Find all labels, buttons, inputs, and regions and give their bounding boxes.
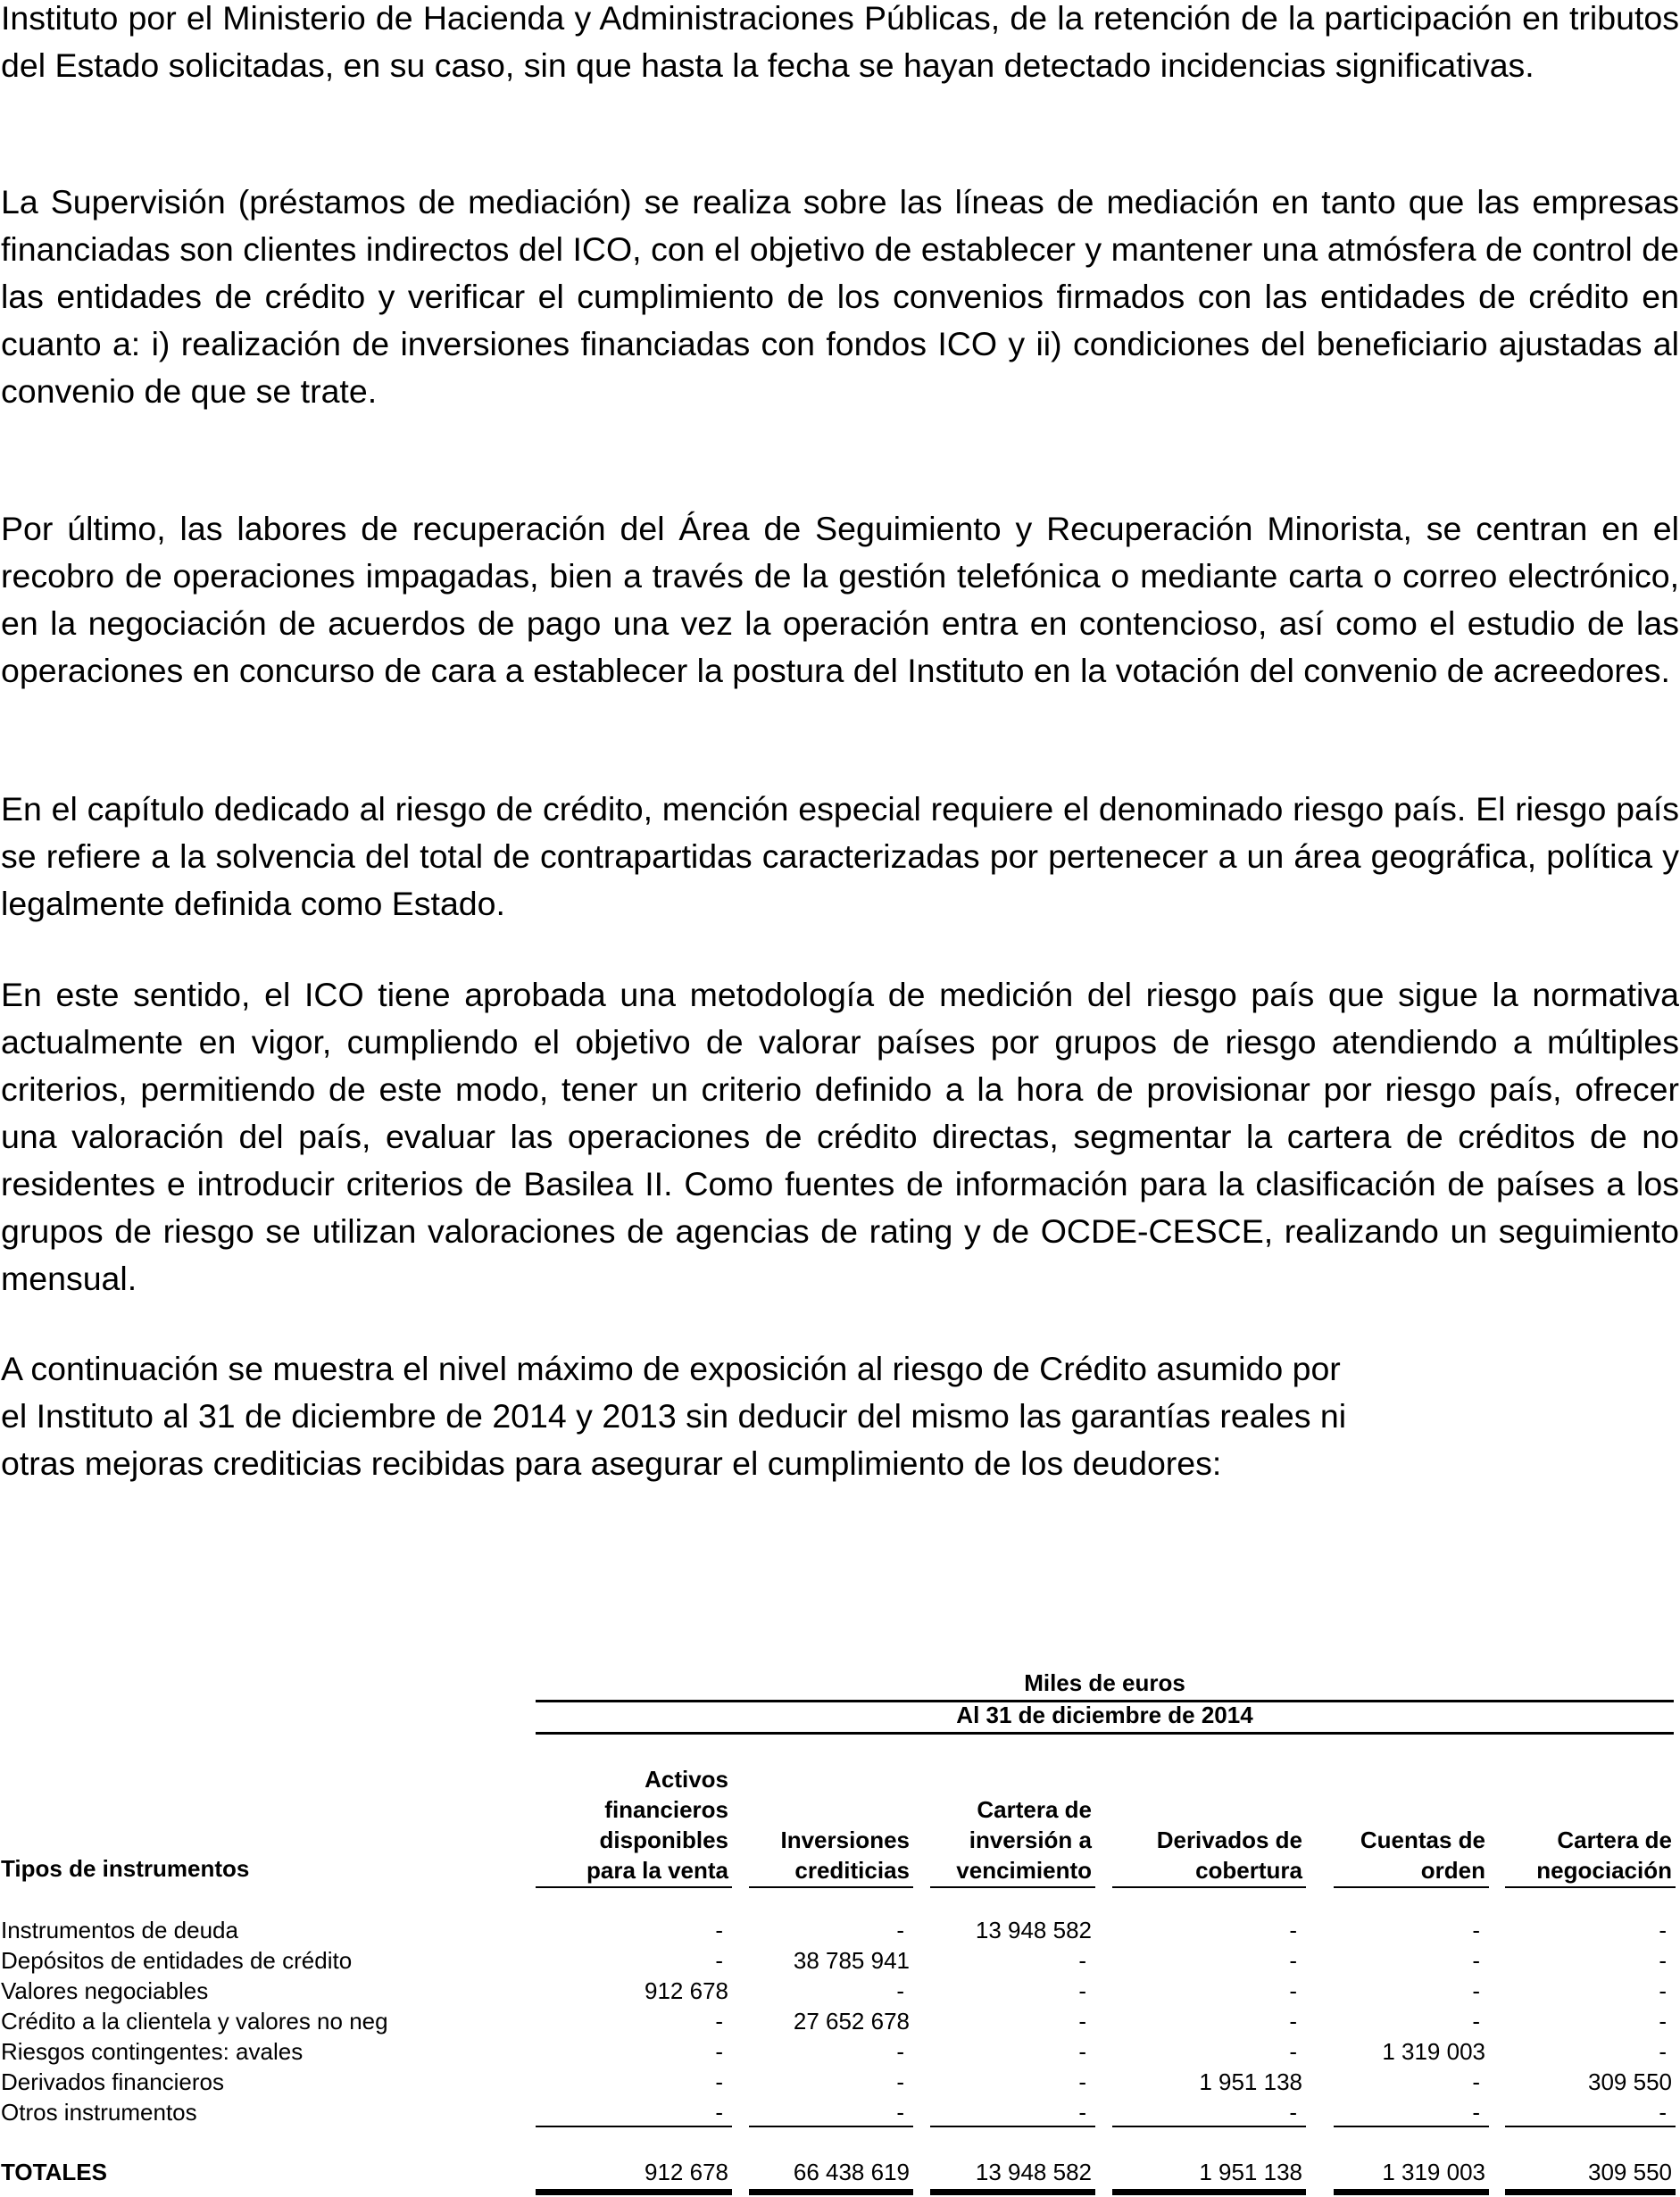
col-afs-header-rule	[536, 1886, 732, 1888]
totals-cell: 13 948 582	[975, 2159, 1092, 2185]
table-cell: -	[896, 1917, 904, 1943]
row-label: Riesgos contingentes: avales	[1, 2038, 304, 2065]
table-cell: -	[1659, 1917, 1667, 1943]
col-cartera-inversion-header: Cartera de inversión a vencimiento	[956, 1796, 1092, 1884]
row-label: Otros instrumentos	[1, 2099, 197, 2126]
totals-double-rule	[1334, 2189, 1489, 2195]
paragraph-4: En el capítulo dedicado al riesgo de crédito, mención especial requiere el denominado riesgo país. El riesgo país se refiere a la solvencia del total de contrapartidas caracterizadas por pertenecer a un área geográfica, política y legalmente definida como Estado.	[1, 790, 1679, 922]
table-cell: 912 678	[645, 1977, 728, 2004]
col-inversiones-crediticias-header-rule	[749, 1886, 913, 1888]
intro-line-2: el Instituto al 31 de diciembre de 2014 y 2013 sin deducir del mismo las garantías reales ni	[1, 1397, 1347, 1435]
table-cell: 27 652 678	[793, 2008, 910, 2035]
table-cell: -	[1289, 1947, 1297, 1974]
table-cell: -	[1078, 1947, 1086, 1974]
totals-double-rule	[1112, 2189, 1306, 2195]
col-derivados-cobertura-subtotal-rule	[1112, 2126, 1306, 2127]
col-inversiones-crediticias-subtotal-rule	[749, 2126, 913, 2127]
col-cartera-inversion-header-rule	[930, 1886, 1095, 1888]
table-cell: -	[1659, 2038, 1667, 2065]
table-cell: -	[1078, 2038, 1086, 2065]
table-cell: -	[896, 2068, 904, 2095]
table-cell: -	[1078, 1977, 1086, 2004]
table-cell: -	[1289, 2099, 1297, 2126]
table-cell: -	[1078, 2099, 1086, 2126]
table-cell: -	[1472, 2068, 1480, 2095]
intro-line-3: otras mejoras crediticias recibidas para asegurar el cumplimiento de los deudores:	[1, 1444, 1222, 1482]
table-cell: -	[715, 2099, 723, 2126]
table-cell: -	[1659, 1977, 1667, 2004]
col-derivados-cobertura-header-rule	[1112, 1886, 1306, 1888]
paragraph-3: Por último, las labores de recuperación del Área de Seguimiento y Recuperación Minorista, se centran en el recobro de operaciones impagadas, bien a través de la gestión telefónica o mediante carta o correo electrónico, en la negociación de acuerdos de pago una vez la operación entra en contencioso, así como el estudio de las operaciones en concurso de cara a establecer la postura del Instituto en la votación del convenio de acreedores.	[1, 510, 1679, 689]
table-cell: -	[715, 1947, 723, 1974]
table-cell: -	[1289, 2038, 1297, 2065]
row-label: Crédito a la clientela y valores no neg	[1, 2008, 388, 2035]
table-cell: -	[1472, 1917, 1480, 1943]
table-cell: -	[1078, 2008, 1086, 2035]
col-inversiones-crediticias-header: Inversiones crediticias	[780, 1827, 910, 1884]
header-rule-2	[536, 1732, 1674, 1735]
table-cell: 1 319 003	[1382, 2038, 1485, 2065]
table-cell: -	[1472, 2008, 1480, 2035]
table-cell: -	[1659, 2008, 1667, 2035]
table-cell: -	[715, 2038, 723, 2065]
col-cuentas-orden-header-rule	[1334, 1886, 1489, 1888]
totals-double-rule	[930, 2189, 1095, 2195]
totals-cell: 1 319 003	[1382, 2159, 1485, 2185]
totals-cell: 912 678	[645, 2159, 728, 2185]
table-cell: -	[1289, 1977, 1297, 2004]
col-afs-subtotal-rule	[536, 2126, 732, 2127]
paragraph-1: Instituto por el Ministerio de Hacienda y Administraciones Públicas, de la retención de la participación en tributos del Estado solicitadas, en su caso, sin que hasta la fecha se hayan detectado incidencias significativas.	[1, 0, 1679, 84]
col-cartera-negociacion-header: Cartera de negociación	[1536, 1827, 1672, 1884]
totals-double-rule	[749, 2189, 913, 2195]
table-cell: 1 951 138	[1199, 2068, 1302, 2095]
col-cartera-negociacion-header-rule	[1505, 1886, 1676, 1888]
table-cell: -	[1472, 1947, 1480, 1974]
table-cell: 38 785 941	[793, 1947, 910, 1974]
table-cell: -	[1472, 1977, 1480, 2004]
row-label: Valores negociables	[1, 1977, 209, 2004]
col-derivados-cobertura-header: Derivados de cobertura	[1156, 1827, 1302, 1884]
totals-double-rule	[536, 2189, 732, 2195]
table-cell: -	[715, 2068, 723, 2095]
table-cell: -	[1472, 2099, 1480, 2126]
table-cell: -	[1659, 1947, 1667, 1974]
table-cell: -	[1289, 1917, 1297, 1943]
table-cell: -	[715, 1917, 723, 1943]
row-label: Derivados financieros	[1, 2068, 225, 2095]
totals-cell: 309 550	[1588, 2159, 1672, 2185]
col-afs-header: Activos financieros disponibles para la venta	[586, 1766, 728, 1884]
table-cell: -	[1078, 2068, 1086, 2095]
unit-header: Miles de euros	[1024, 1669, 1185, 1696]
date-header: Al 31 de diciembre de 2014	[956, 1702, 1253, 1728]
col-cuentas-orden-subtotal-rule	[1334, 2126, 1489, 2127]
col-cartera-negociacion-subtotal-rule	[1505, 2126, 1676, 2127]
paragraph-2: La Supervisión (préstamos de mediación) se realiza sobre las líneas de mediación en tanto que las empresas financiadas son clientes indirectos del ICO, con el objetivo de establecer y mantener una atmósfera de control de las entidades de crédito y verificar el cumplimiento de los convenios firmados con las entidades de crédito en cuanto a: i) realización de inversiones financiadas con fondos ICO y ii) condiciones del beneficiario ajustadas al convenio de que se trate.	[1, 183, 1679, 410]
col-cartera-inversion-subtotal-rule	[930, 2126, 1095, 2127]
table-cell: -	[1659, 2099, 1667, 2126]
row-header: Tipos de instrumentos	[1, 1855, 250, 1882]
intro-line-1: A continuación se muestra el nivel máximo de exposición al riesgo de Crédito asumido por	[1, 1350, 1341, 1387]
paragraph-5: En este sentido, el ICO tiene aprobada una metodología de medición del riesgo país que sigue la normativa actualmente en vigor, cumpliendo el objetivo de valorar países por grupos de riesgo atendiendo a múltiples criterios, permitiendo de este modo, tener un criterio definido a la hora de provisionar por riesgo país, ofrecer una valoración del país, evaluar las operaciones de crédito directas, segmentar la cartera de créditos de no residentes e introducir criterios de Basilea II. Como fuentes de información para la clasificación de países a los grupos de riesgo se utilizan valoraciones de agencias de rating y de OCDE-CESCE, realizando un seguimiento mensual.	[1, 976, 1679, 1297]
totals-cell: 66 438 619	[793, 2159, 910, 2185]
col-cuentas-orden-header: Cuentas de orden	[1360, 1827, 1485, 1884]
table-cell: -	[715, 2008, 723, 2035]
table-cell: -	[896, 2099, 904, 2126]
table-cell: -	[1289, 2008, 1297, 2035]
row-label: Instrumentos de deuda	[1, 1917, 238, 1943]
totals-cell: 1 951 138	[1199, 2159, 1302, 2185]
table-cell: -	[896, 1977, 904, 2004]
table-cell: -	[896, 2038, 904, 2065]
table-cell: 13 948 582	[975, 1917, 1092, 1943]
totals-double-rule	[1505, 2189, 1676, 2195]
table-cell: 309 550	[1588, 2068, 1672, 2095]
paragraph-intro	[1, 1345, 1679, 1487]
totals-label: TOTALES	[1, 2159, 107, 2185]
row-label: Depósitos de entidades de crédito	[1, 1947, 353, 1974]
